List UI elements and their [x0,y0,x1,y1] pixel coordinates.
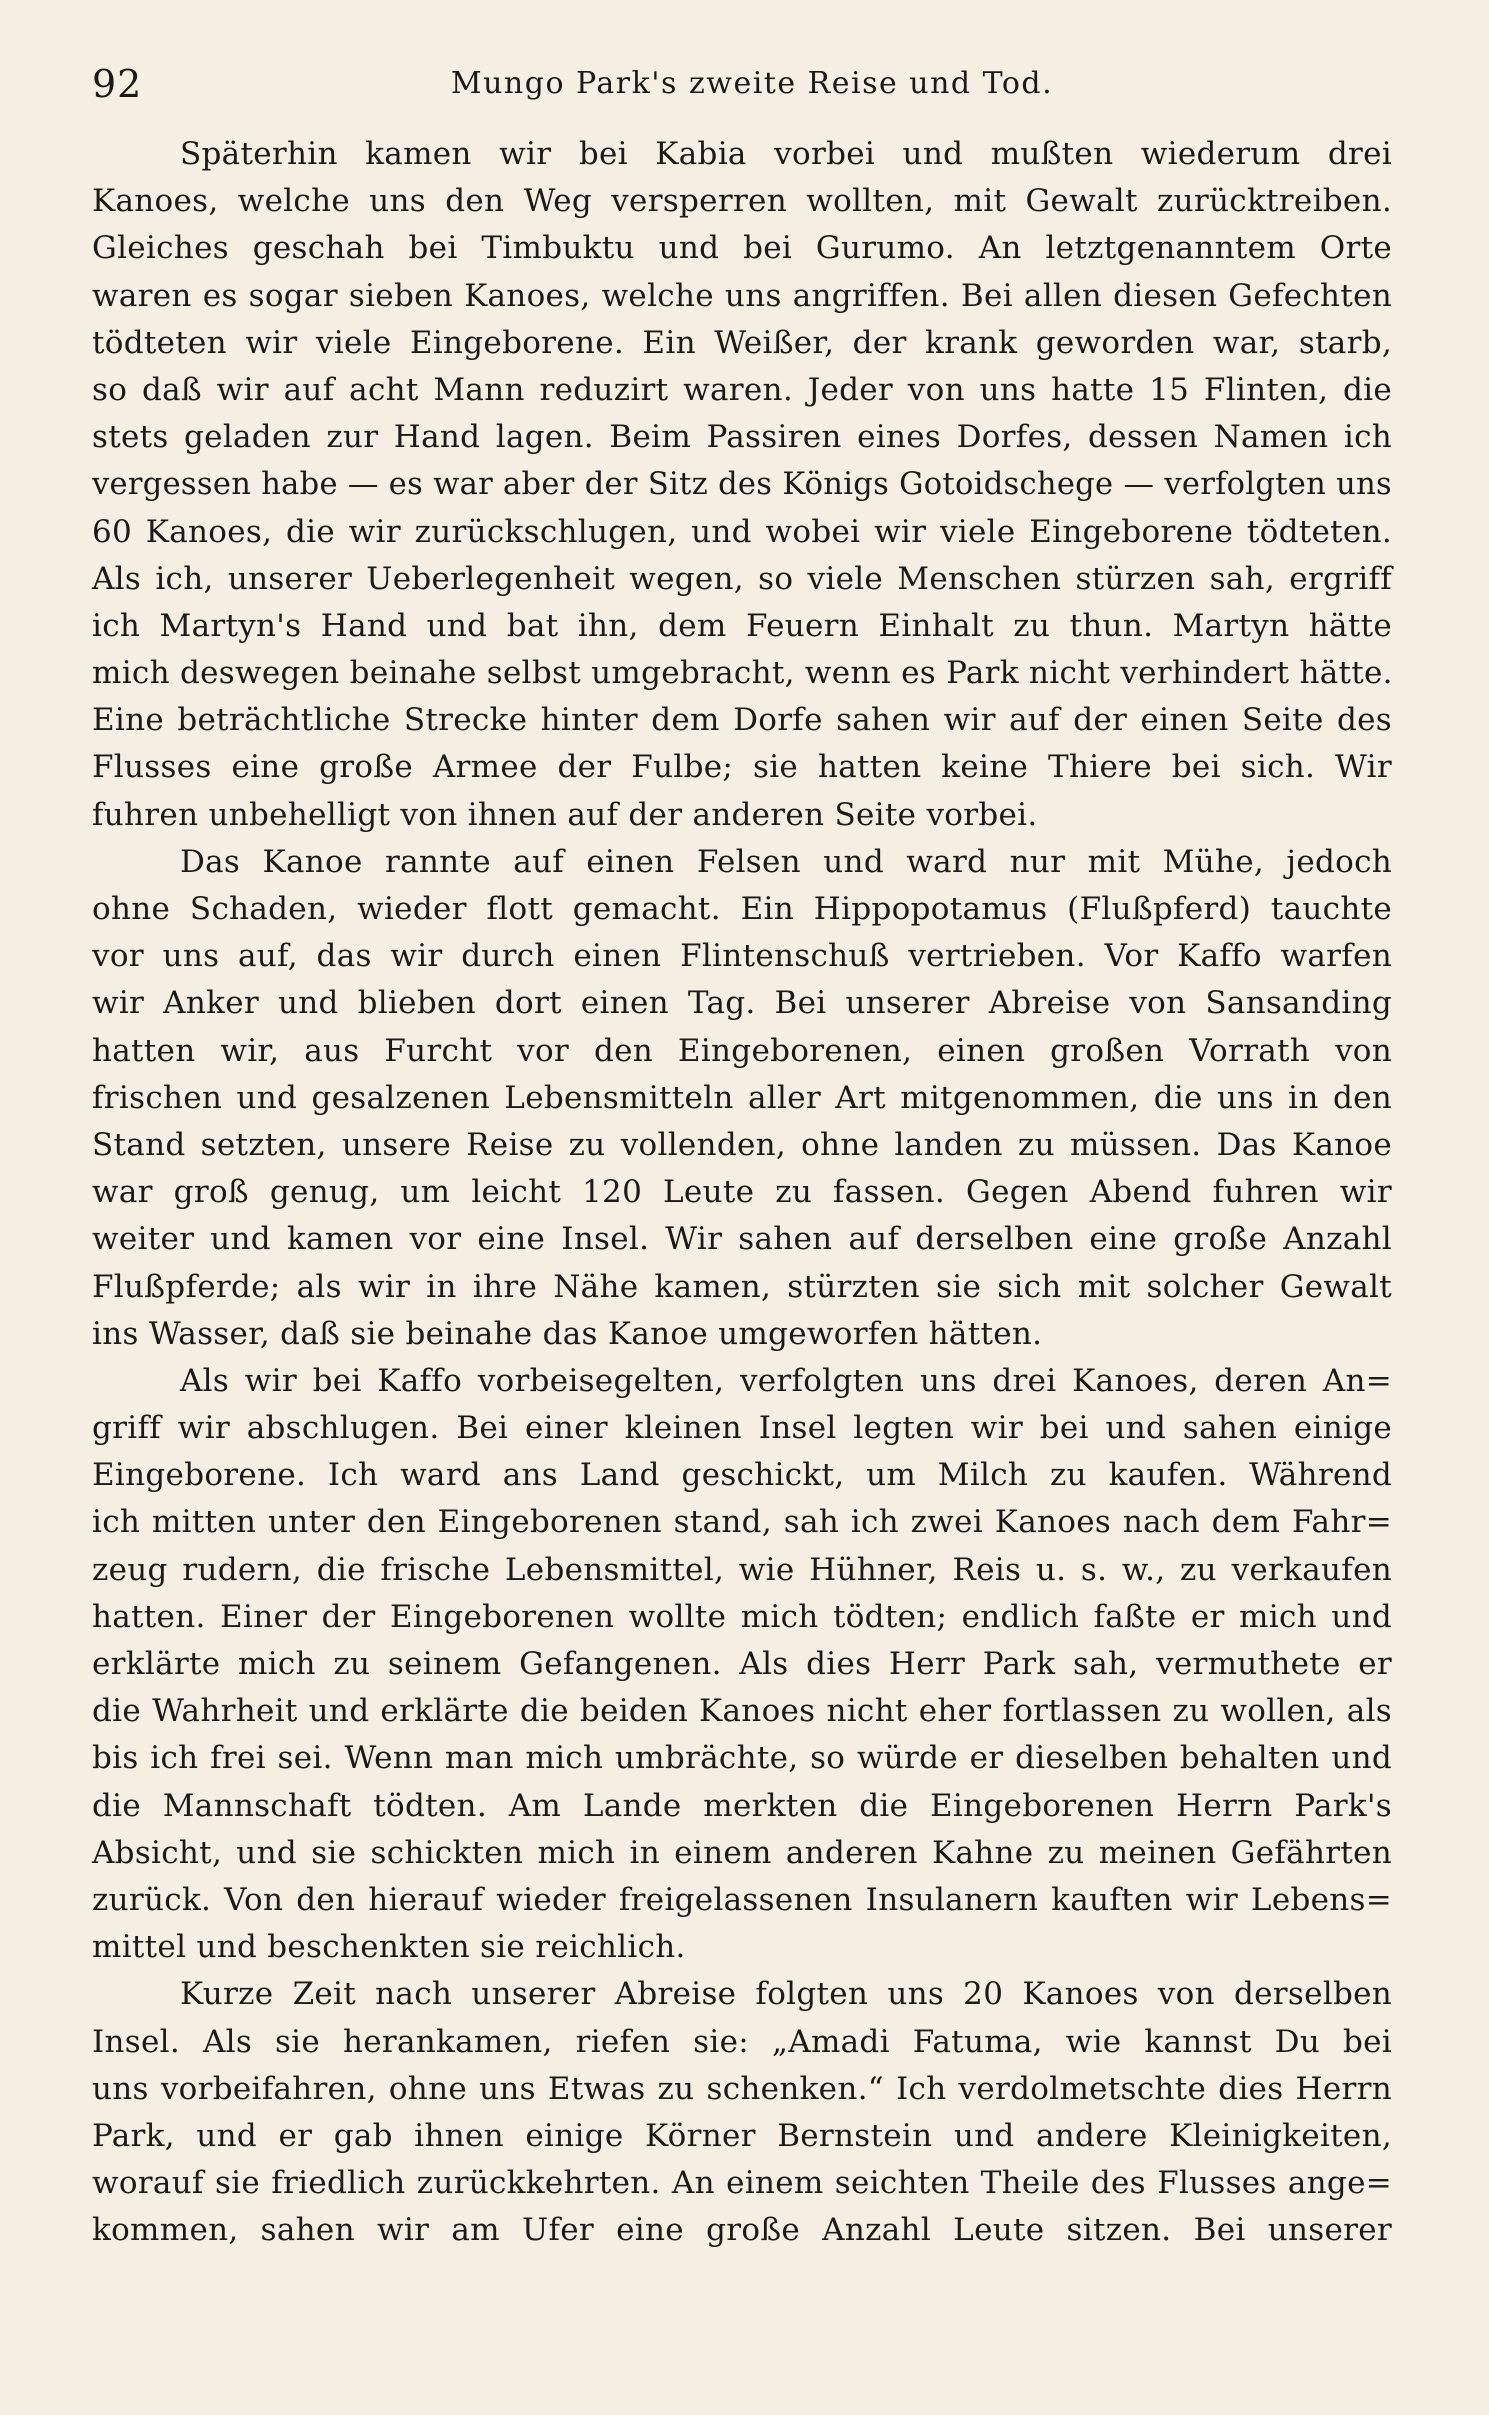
text-line: mittel und beschenkten sie reichlich. [92,1929,686,1966]
text-line: Das Kanoe rannte auf einen Felsen und ward nur mit Mühe, jedoch [180,843,1392,880]
text-line: Absicht, und sie schickten mich in einem anderen Kahne zu meinen Gefährten [92,1834,1392,1871]
body-text [92,131,1392,2254]
text-line: Eine beträchtliche Strecke hinter dem Dorfe sahen wir auf der einen Seite des [92,702,1392,739]
text-line: frischen und gesalzenen Lebensmitteln aller Art mitgenommen, die uns in den [92,1079,1392,1116]
text-line: vergessen habe — es war aber der Sitz des Königs Gotoidschege — verfolgten uns [92,467,1392,503]
running-head [92,62,1392,122]
running-title: Mungo Park's zweite Reise und Tod. [450,66,1054,101]
text-line: Als wir bei Kaffo vorbeisegelten, verfolgten uns drei Kanoes, deren An= [180,1362,1392,1399]
text-line: ich mitten unter den Eingeborenen stand, sah ich zwei Kanoes nach dem Fahr= [92,1504,1392,1541]
text-line: Flusses eine große Armee der Fulbe; sie hatten keine Thiere bei sich. Wir [92,749,1392,786]
text-line: Gleiches geschah bei Timbuktu und bei Gurumo. An letztgenanntem Orte [92,230,1392,267]
text-line: hatten. Einer der Eingeborenen wollte mich tödten; endlich faßte er mich und [92,1598,1392,1635]
text-line: wir Anker und blieben dort einen Tag. Bei unserer Abreise von Sansanding [92,985,1392,1022]
text-line: Flußpferde; als wir in ihre Nähe kamen, stürzten sie sich mit solcher Gewalt [92,1268,1392,1305]
text-line: ins Wasser, daß sie beinahe das Kanoe umgeworfen hätten. [92,1315,1043,1352]
text-line: uns vorbeifahren, ohne uns Etwas zu schenken.“ Ich verdolmetschte dies Herrn [92,2070,1392,2107]
text-line: bis ich frei sei. Wenn man mich umbrächte, so würde er dieselben behalten und [92,1740,1392,1777]
text-line: tödteten wir viele Eingeborene. Ein Weißer, der krank geworden war, starb, [92,324,1392,361]
text-line: griff wir abschlugen. Bei einer kleinen Insel legten wir bei und sahen einige [92,1410,1392,1447]
text-line: so daß wir auf acht Mann reduzirt waren. Jeder von uns hatte 15 Flinten, die [92,371,1392,408]
text-line: Späterhin kamen wir bei Kabia vorbei und mußten wiederum drei [180,136,1392,172]
text-line: Stand setzten, unsere Reise zu vollenden, ohne landen zu müssen. Das Kanoe [92,1126,1392,1163]
text-line: ich Martyn's Hand und bat ihn, dem Feuern Einhalt zu thun. Martyn hätte [92,607,1392,644]
text-line: die Wahrheit und erklärte die beiden Kanoes nicht eher fortlassen zu wollen, als [92,1693,1392,1730]
text-line: 60 Kanoes, die wir zurückschlugen, und wobei wir viele Eingeborene tödteten. [92,513,1392,550]
text-line: kommen, sahen wir am Ufer eine große Anzahl Leute sitzen. Bei unserer [92,2212,1392,2249]
text-line: mich deswegen beinahe selbst umgebracht, wenn es Park nicht verhindert hätte. [92,655,1393,692]
text-line: waren es sogar sieben Kanoes, welche uns angriffen. Bei allen diesen Gefechten [92,277,1392,314]
text-line: zeug rudern, die frische Lebensmittel, wie Hühner, Reis u. s. w., zu verkaufen [92,1551,1392,1588]
text-line: Kurze Zeit nach unserer Abreise folgten uns 20 Kanoes von derselben [180,1976,1392,2013]
text-line: war groß genug, um leicht 120 Leute zu fassen. Gegen Abend fuhren wir [92,1174,1392,1211]
text-line: worauf sie friedlich zurückkehrten. An einem seichten Theile des Flusses ange= [92,2165,1392,2202]
text-line: Park, und er gab ihnen einige Körner Bernstein und andere Kleinigkeiten, [92,2117,1392,2154]
text-line: Kanoes, welche uns den Weg versperren wollten, mit Gewalt zurücktreiben. [92,183,1392,220]
text-line: hatten wir, aus Furcht vor den Eingeborenen, einen großen Vorrath von [92,1032,1392,1069]
text-line: Insel. Als sie herankamen, riefen sie: „Amadi Fatuma, wie kannst Du bei [92,2023,1392,2060]
text-line: Als ich, unserer Ueberlegenheit wegen, so viele Menschen stürzen sah, ergriff [92,560,1392,597]
text-line: fuhren unbehelligt von ihnen auf der anderen Seite vorbei. [92,796,1038,833]
text-line: vor uns auf, das wir durch einen Flintenschuß vertrieben. Vor Kaffo warfen [92,938,1392,975]
text-line: erklärte mich zu seinem Gefangenen. Als dies Herr Park sah, vermuthete er [92,1646,1392,1682]
text-line: ohne Schaden, wieder flott gemacht. Ein Hippopotamus (Flußpferd) tauchte [92,891,1392,927]
text-line: stets geladen zur Hand lagen. Beim Passiren eines Dorfes, dessen Namen ich [92,419,1392,456]
text-line: zurück. Von den hierauf wieder freigelassenen Insulanern kauften wir Lebens= [92,1881,1392,1918]
page-number: 92 [92,62,143,106]
text-line: die Mannschaft tödten. Am Lande merkten die Eingeborenen Herrn Park's [92,1787,1392,1824]
text-line: Eingeborene. Ich ward ans Land geschickt, um Milch zu kaufen. Während [92,1457,1392,1494]
text-line: weiter und kamen vor eine Insel. Wir sahen auf derselben eine große Anzahl [92,1221,1392,1258]
